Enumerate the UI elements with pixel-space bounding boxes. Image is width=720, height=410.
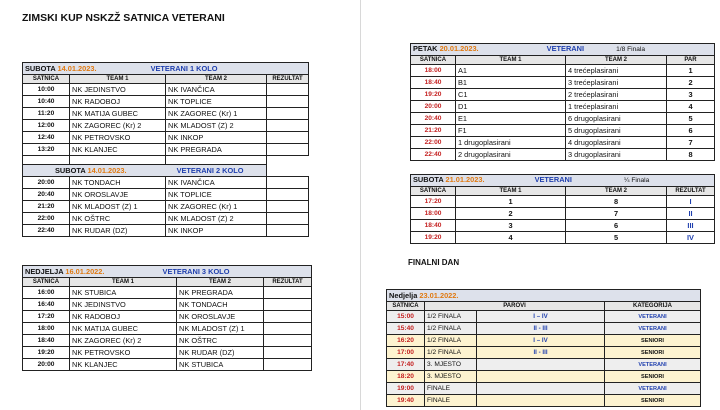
- quarterfinal-date: 21.01.2023.: [445, 175, 485, 184]
- table-row: [23, 120, 309, 132]
- round-of-16-label: VETERANI: [546, 44, 585, 53]
- col-rezultat: REZULTAT: [667, 187, 715, 196]
- table-row: [411, 77, 715, 89]
- table-row: [411, 232, 715, 244]
- time-cell: 18:00: [23, 323, 70, 335]
- pair-cell: II - III: [477, 323, 605, 335]
- table-row: [23, 347, 312, 359]
- result-cell[interactable]: [267, 189, 309, 201]
- table-row: [411, 89, 715, 101]
- col-rezultat: REZULTAT: [267, 75, 309, 84]
- team-1-cell: NK OROSLAVJE: [70, 189, 166, 201]
- round-of-16-title-row: [411, 44, 715, 56]
- team-1-cell: 3: [456, 220, 566, 232]
- round-of-16-table-block: [410, 43, 715, 161]
- table-row: [23, 323, 312, 335]
- kolo-2-day: SUBOTA: [55, 165, 86, 175]
- team-1-cell: NK MLADOST (Z) 1: [70, 201, 166, 213]
- time-cell: 22:00: [411, 137, 456, 149]
- team-1-cell: NK RADOBOJ: [70, 96, 166, 108]
- time-cell: 16:00: [23, 287, 70, 299]
- kolo-3-table: [22, 265, 312, 371]
- team-1-cell: NK ZAGOREC (Kr) 2: [70, 335, 177, 347]
- kolo-3-table-block: [22, 265, 312, 371]
- table-row: [411, 65, 715, 77]
- col-team-1: TEAM 1: [456, 187, 566, 196]
- final-day-table-block: [386, 289, 701, 407]
- time-cell: 18:40: [411, 77, 456, 89]
- col-kategorija: KATEGORIJA: [605, 302, 701, 311]
- team-2-cell: NK TOPLICE: [166, 96, 267, 108]
- team-2-cell: NK TOPLICE: [166, 189, 267, 201]
- kolo-3-label: VETERANI 3 KOLO: [162, 266, 230, 276]
- time-cell: 17:00: [387, 347, 425, 359]
- col-team-2: TEAM 2: [566, 187, 667, 196]
- team-2-cell: 3 drugoplasirani: [566, 149, 667, 161]
- team-1-cell: NK RUDAR (DZ): [70, 225, 166, 237]
- stage-cell: 1/2 FINALA: [425, 347, 477, 359]
- time-cell: 20:40: [23, 189, 70, 201]
- team-2-cell: 5: [566, 232, 667, 244]
- team-2-cell: NK INKOP: [166, 132, 267, 144]
- kolo-2-date: 14.01.2023.: [87, 165, 127, 175]
- team-2-cell: NK IVANČICA: [166, 177, 267, 189]
- table-row: [23, 311, 312, 323]
- time-cell: 18:20: [387, 371, 425, 383]
- kolo-1-title-row: [23, 63, 309, 75]
- col-satnica: SATNICA: [23, 75, 70, 84]
- time-cell: 12:00: [23, 120, 70, 132]
- result-cell[interactable]: [267, 177, 309, 189]
- round-of-16-date: 20.01.2023.: [439, 44, 479, 53]
- final-day-day: Nedjelja: [389, 290, 418, 300]
- col-team-2: TEAM 2: [177, 278, 264, 287]
- time-cell: 13:20: [23, 144, 70, 156]
- team-1-cell: NK OŠTRC: [70, 213, 166, 225]
- team-2-cell: 6 drugoplasirani: [566, 113, 667, 125]
- kolo-3-day: NEDJELJA: [25, 266, 64, 276]
- table-row: [387, 347, 701, 359]
- category-cell: SENIORI: [605, 335, 701, 347]
- col-satnica: SATNICA: [411, 187, 456, 196]
- team-1-cell: D1: [456, 101, 566, 113]
- team-2-cell: NK MLADOST (Z) 1: [177, 323, 264, 335]
- col-rezultat: REZULTAT: [264, 278, 312, 287]
- time-cell: 19:20: [23, 347, 70, 359]
- document-title: ZIMSKI KUP NSKZŽ SATNICA VETERANI: [22, 12, 225, 24]
- table-row: [411, 196, 715, 208]
- time-cell: 19:20: [411, 89, 456, 101]
- round-of-16-stage: 1/8 Finala: [616, 46, 646, 53]
- time-cell: 19:00: [387, 383, 425, 395]
- table-row: [23, 225, 309, 237]
- kolo-3-date: 16.01.2022.: [65, 266, 105, 276]
- table-row: [411, 220, 715, 232]
- pair-cell: [477, 371, 605, 383]
- team-1-cell: NK RADOBOJ: [70, 311, 177, 323]
- team-2-cell: 2 trećeplasirani: [566, 89, 667, 101]
- page-divider: [360, 0, 361, 410]
- table-row: [23, 132, 309, 144]
- kolo-1-2-table: [22, 62, 309, 237]
- team-1-cell: 1 drugoplasirani: [456, 137, 566, 149]
- result-cell[interactable]: [267, 84, 309, 96]
- stage-cell: 1/2 FINALA: [425, 323, 477, 335]
- col-team-1: TEAM 1: [456, 56, 566, 65]
- team-1-cell: NK JEDINSTVO: [70, 299, 177, 311]
- table-row: [387, 395, 701, 407]
- result-cell: III: [667, 220, 715, 232]
- table-row: [387, 323, 701, 335]
- table-row: [23, 108, 309, 120]
- table-row: [23, 201, 309, 213]
- pair-cell: 8: [667, 149, 715, 161]
- table-row: [411, 125, 715, 137]
- team-2-cell: NK OŠTRC: [177, 335, 264, 347]
- table-row: [23, 96, 309, 108]
- team-2-cell: NK MLADOST (Z) 2: [166, 120, 267, 132]
- result-cell[interactable]: [264, 299, 312, 311]
- table-row: [387, 371, 701, 383]
- kolo-3-header-row: [23, 278, 312, 287]
- result-cell[interactable]: [264, 323, 312, 335]
- category-cell: VETERANI: [605, 383, 701, 395]
- table-row: [411, 208, 715, 220]
- result-cell[interactable]: [267, 225, 309, 237]
- team-1-cell: NK PETROVSKO: [70, 132, 166, 144]
- time-cell: 22:40: [23, 225, 70, 237]
- team-1-cell: NK TONDACH: [70, 177, 166, 189]
- team-1-cell: NK MATIJA GUBEC: [70, 323, 177, 335]
- final-day-table: [386, 289, 701, 407]
- kolo-1-date: 14.01.2023.: [57, 63, 97, 73]
- category-cell: SENIORI: [605, 395, 701, 407]
- quarterfinal-title-row: [411, 175, 715, 187]
- team-1-cell: NK JEDINSTVO: [70, 84, 166, 96]
- result-cell[interactable]: [267, 120, 309, 132]
- table-row: [23, 213, 309, 225]
- team-2-cell: 4 trećeplasirani: [566, 65, 667, 77]
- result-cell[interactable]: [264, 359, 312, 371]
- table-row: [387, 311, 701, 323]
- kolo-3-title-row: [23, 266, 312, 278]
- team-2-cell: 3 trećeplasirani: [566, 77, 667, 89]
- result-cell[interactable]: [267, 108, 309, 120]
- kolo-1-day: SUBOTA: [25, 63, 56, 73]
- col-team-2: TEAM 2: [566, 56, 667, 65]
- quarterfinal-table-block: [410, 174, 715, 244]
- col-satnica: SATNICA: [411, 56, 456, 65]
- final-day-heading: FINALNI DAN: [408, 258, 460, 267]
- table-row: [23, 189, 309, 201]
- team-1-cell: A1: [456, 65, 566, 77]
- kolo-1-label: VETERANI 1 KOLO: [150, 63, 218, 73]
- pair-cell: II - III: [477, 347, 605, 359]
- result-cell: II: [667, 208, 715, 220]
- time-cell: 18:00: [411, 65, 456, 77]
- pair-cell: [477, 359, 605, 371]
- stage-cell: 1/2 FINALA: [425, 311, 477, 323]
- time-cell: 12:40: [23, 132, 70, 144]
- time-cell: 15:40: [387, 323, 425, 335]
- team-2-cell: NK OROSLAVJE: [177, 311, 264, 323]
- time-cell: 21:20: [23, 201, 70, 213]
- table-row: [411, 113, 715, 125]
- round-of-16-day: PETAK: [413, 44, 438, 53]
- category-cell: SENIORI: [605, 347, 701, 359]
- table-row: [23, 299, 312, 311]
- team-2-cell: NK STUBICA: [177, 359, 264, 371]
- time-cell: 10:40: [23, 96, 70, 108]
- team-1-cell: NK ZAGOREC (Kr) 2: [70, 120, 166, 132]
- team-2-cell: NK INKOP: [166, 225, 267, 237]
- pair-cell: 6: [667, 125, 715, 137]
- result-cell[interactable]: [264, 335, 312, 347]
- col-par: PAR: [667, 56, 715, 65]
- final-day-title-row: [387, 290, 701, 302]
- kolo-1-header-row: [23, 75, 309, 84]
- quarterfinal-stage: ¼ Finala: [624, 177, 650, 184]
- kolo-2-label: VETERANI 2 KOLO: [176, 165, 244, 175]
- team-1-cell: C1: [456, 89, 566, 101]
- team-2-cell: NK IVANČICA: [166, 84, 267, 96]
- table-row: [387, 335, 701, 347]
- final-day-header-row: [387, 302, 701, 311]
- table-row: [411, 101, 715, 113]
- result-cell: IV: [667, 232, 715, 244]
- table-row: [23, 335, 312, 347]
- result-cell[interactable]: [267, 132, 309, 144]
- stage-cell: 3. MJESTO: [425, 371, 477, 383]
- pair-cell: [477, 383, 605, 395]
- pair-cell: 4: [667, 101, 715, 113]
- team-1-cell: NK STUBICA: [70, 287, 177, 299]
- time-cell: 18:40: [23, 335, 70, 347]
- result-cell[interactable]: [264, 287, 312, 299]
- quarterfinal-header-row: [411, 187, 715, 196]
- team-2-cell: NK TONDACH: [177, 299, 264, 311]
- kolo-1-2-table-block: [22, 62, 309, 237]
- time-cell: 19:20: [411, 232, 456, 244]
- time-cell: 18:40: [411, 220, 456, 232]
- table-row: [23, 359, 312, 371]
- kolo-2-title-row: [23, 165, 309, 177]
- team-2-cell: 7: [566, 208, 667, 220]
- time-cell: 17:20: [411, 196, 456, 208]
- time-cell: 15:00: [387, 311, 425, 323]
- round-of-16-table: [410, 43, 715, 161]
- team-1-cell: F1: [456, 125, 566, 137]
- category-cell: VETERANI: [605, 359, 701, 371]
- stage-cell: 1/2 FINALA: [425, 335, 477, 347]
- category-cell: SENIORI: [605, 371, 701, 383]
- team-1-cell: B1: [456, 77, 566, 89]
- result-cell[interactable]: [267, 213, 309, 225]
- result-cell[interactable]: [264, 347, 312, 359]
- stage-cell: FINALE: [425, 383, 477, 395]
- pair-cell: 5: [667, 113, 715, 125]
- table-row: [23, 144, 309, 156]
- team-1-cell: 2 drugoplasirani: [456, 149, 566, 161]
- col-team-1: TEAM 1: [70, 278, 177, 287]
- result-cell: I: [667, 196, 715, 208]
- table-row: [23, 177, 309, 189]
- time-cell: 20:00: [23, 177, 70, 189]
- table-row: [411, 149, 715, 161]
- result-cell[interactable]: [267, 144, 309, 156]
- time-cell: 20:40: [411, 113, 456, 125]
- time-cell: 17:20: [23, 311, 70, 323]
- table-row: [23, 287, 312, 299]
- time-cell: 22:00: [23, 213, 70, 225]
- time-cell: 19:40: [387, 395, 425, 407]
- team-1-cell: E1: [456, 113, 566, 125]
- result-cell[interactable]: [264, 311, 312, 323]
- team-1-cell: NK KLANJEC: [70, 359, 177, 371]
- pair-cell: I – IV: [477, 311, 605, 323]
- team-2-cell: 5 drugoplasirani: [566, 125, 667, 137]
- team-1-cell: 1: [456, 196, 566, 208]
- col-satnica: SATNICA: [23, 278, 70, 287]
- team-1-cell: NK MATIJA GUBEC: [70, 108, 166, 120]
- pair-cell: 2: [667, 77, 715, 89]
- time-cell: 10:00: [23, 84, 70, 96]
- team-2-cell: 8: [566, 196, 667, 208]
- team-2-cell: 1 trećeplasirani: [566, 101, 667, 113]
- team-1-cell: NK KLANJEC: [70, 144, 166, 156]
- stage-cell: FINALE: [425, 395, 477, 407]
- table-row: [411, 137, 715, 149]
- col-team-1: TEAM 1: [70, 75, 166, 84]
- table-row: [23, 84, 309, 96]
- team-2-cell: 6: [566, 220, 667, 232]
- col-parovi: PAROVI: [425, 302, 605, 311]
- quarterfinal-table: [410, 174, 715, 244]
- result-cell[interactable]: [267, 201, 309, 213]
- col-team-2: TEAM 2: [166, 75, 267, 84]
- quarterfinal-label: VETERANI: [534, 175, 572, 184]
- pair-cell: 7: [667, 137, 715, 149]
- table-row: [387, 359, 701, 371]
- stage-cell: 3. MJESTO: [425, 359, 477, 371]
- table-row: [387, 383, 701, 395]
- team-2-cell: NK PREGRADA: [177, 287, 264, 299]
- team-2-cell: NK PREGRADA: [166, 144, 267, 156]
- quarterfinal-day: SUBOTA: [413, 175, 444, 184]
- time-cell: 18:00: [411, 208, 456, 220]
- time-cell: 20:00: [411, 101, 456, 113]
- time-cell: 16:20: [387, 335, 425, 347]
- team-1-cell: NK PETROVSKO: [70, 347, 177, 359]
- category-cell: VETERANI: [605, 323, 701, 335]
- time-cell: 16:40: [23, 299, 70, 311]
- team-2-cell: NK ZAGOREC (Kr) 1: [166, 108, 267, 120]
- col-satnica: SATNICA: [387, 302, 425, 311]
- time-cell: 11:20: [23, 108, 70, 120]
- pair-cell: I – IV: [477, 335, 605, 347]
- time-cell: 22:40: [411, 149, 456, 161]
- spacer-row: [23, 156, 309, 165]
- pair-cell: [477, 395, 605, 407]
- team-2-cell: NK ZAGOREC (Kr) 1: [166, 201, 267, 213]
- team-2-cell: NK MLADOST (Z) 2: [166, 213, 267, 225]
- time-cell: 21:20: [411, 125, 456, 137]
- time-cell: 20:00: [23, 359, 70, 371]
- final-day-date: 23.01.2022.: [419, 290, 459, 300]
- team-1-cell: 2: [456, 208, 566, 220]
- result-cell[interactable]: [267, 96, 309, 108]
- team-2-cell: 4 drugoplasirani: [566, 137, 667, 149]
- category-cell: VETERANI: [605, 311, 701, 323]
- round-of-16-header-row: [411, 56, 715, 65]
- pair-cell: 1: [667, 65, 715, 77]
- time-cell: 17:40: [387, 359, 425, 371]
- pair-cell: 3: [667, 89, 715, 101]
- team-1-cell: 4: [456, 232, 566, 244]
- team-2-cell: NK RUDAR (DZ): [177, 347, 264, 359]
